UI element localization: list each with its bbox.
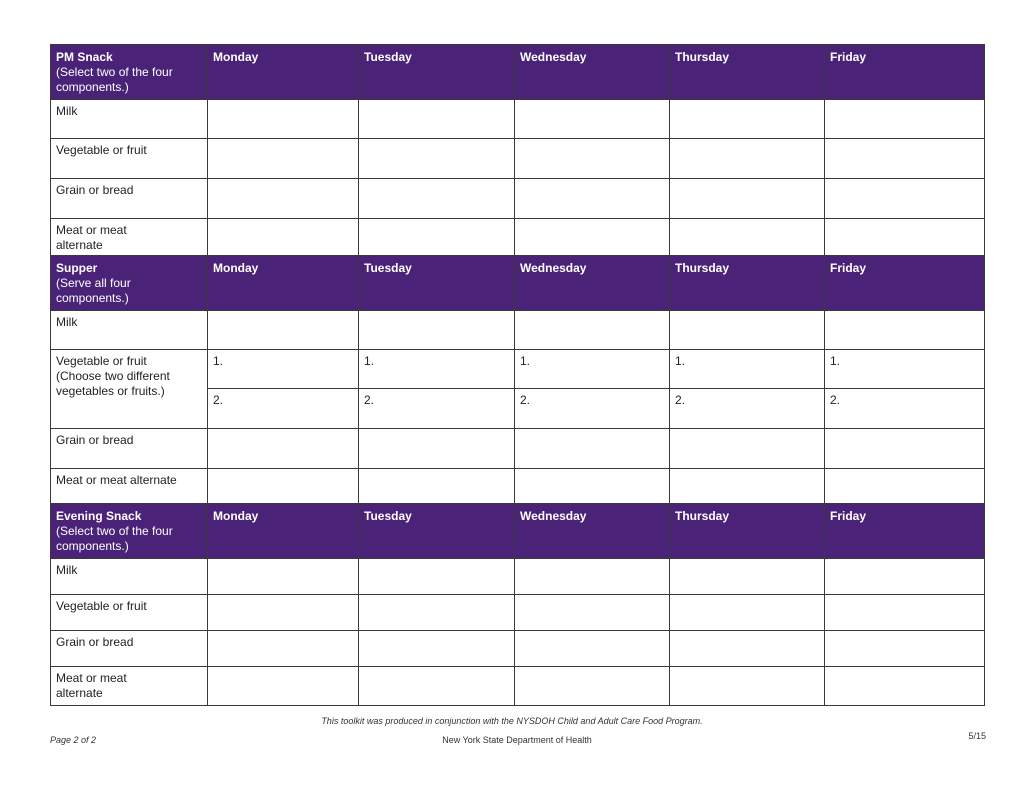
entry-slot-1[interactable]: 1. [670, 350, 824, 389]
day-header-monday: Monday [208, 256, 359, 311]
table-row [51, 559, 985, 595]
table-row [51, 311, 985, 350]
day-header-tuesday: Tuesday [359, 256, 515, 311]
split-entry-cell [825, 350, 985, 429]
entry-slot-1[interactable]: 1. [208, 350, 358, 389]
entry-cell[interactable] [825, 179, 985, 219]
entry-cell[interactable] [670, 429, 825, 469]
split-entry-cell [670, 350, 825, 429]
supper-header-cell [51, 256, 208, 311]
day-header-thursday: Thursday [670, 256, 825, 311]
table-row [51, 667, 985, 706]
entry-cell[interactable] [208, 595, 359, 631]
entry-cell[interactable] [670, 100, 825, 139]
pm-snack-table [50, 44, 985, 259]
day-header-monday: Monday [208, 504, 359, 559]
table-row [51, 595, 985, 631]
entry-cell[interactable] [208, 100, 359, 139]
entry-cell[interactable] [515, 595, 670, 631]
entry-cell[interactable] [515, 667, 670, 706]
entry-cell[interactable] [208, 179, 359, 219]
table-row [51, 139, 985, 179]
entry-cell[interactable] [670, 219, 825, 259]
row-label-grain-or-bread: Grain or bread [51, 179, 208, 219]
table-row [51, 350, 985, 429]
row-label-vegetable-or-fruit: Vegetable or fruit (Choose two different vegetables or fruits.) [51, 350, 208, 429]
entry-slot-2[interactable]: 2. [364, 393, 375, 407]
supper-title: Supper [56, 261, 98, 275]
table-row [51, 631, 985, 667]
entry-cell[interactable] [670, 559, 825, 595]
day-header-friday: Friday [825, 504, 985, 559]
entry-slot-1[interactable]: 1. [359, 350, 514, 389]
day-header-thursday: Thursday [670, 504, 825, 559]
pm-snack-header-cell [51, 45, 208, 100]
entry-cell[interactable] [670, 139, 825, 179]
evening-snack-table [50, 503, 985, 706]
entry-cell[interactable] [208, 429, 359, 469]
day-header-friday: Friday [825, 256, 985, 311]
row-label-meat-or-meat-alternate: Meat or meat alternate [51, 219, 208, 259]
entry-cell[interactable] [208, 667, 359, 706]
split-entry-cell [359, 350, 515, 429]
entry-cell[interactable] [515, 559, 670, 595]
entry-slot-2[interactable]: 2. [675, 393, 686, 407]
split-entry-cell [515, 350, 670, 429]
entry-cell[interactable] [359, 219, 515, 259]
row-label-grain-or-bread: Grain or bread [51, 429, 208, 469]
table-row [51, 429, 985, 469]
supper-note: (Serve all four components.) [56, 276, 131, 305]
entry-cell[interactable] [359, 595, 515, 631]
row-label-vegetable-or-fruit: Vegetable or fruit [51, 139, 208, 179]
page-number: Page 2 of 2 [50, 735, 97, 745]
pm-snack-note: (Select two of the four components.) [56, 65, 173, 94]
day-header-thursday: Thursday [670, 45, 825, 100]
row-label-milk: Milk [51, 311, 208, 350]
evening-snack-note: (Select two of the four components.) [56, 524, 173, 553]
entry-slot-1[interactable]: 1. [515, 350, 669, 389]
entry-cell[interactable] [825, 559, 985, 595]
day-header-monday: Monday [208, 45, 359, 100]
evening-snack-header-row [51, 504, 985, 559]
entry-cell[interactable] [670, 631, 825, 667]
entry-cell[interactable] [515, 139, 670, 179]
entry-cell[interactable] [825, 631, 985, 667]
day-header-wednesday: Wednesday [515, 45, 670, 100]
footer-organization: New York State Department of Health [442, 735, 592, 745]
row-label-milk: Milk [51, 100, 208, 139]
table-row [51, 179, 985, 219]
day-header-tuesday: Tuesday [359, 45, 515, 100]
day-header-wednesday: Wednesday [515, 256, 670, 311]
entry-cell[interactable] [208, 219, 359, 259]
entry-slot-1[interactable]: 1. [825, 350, 984, 389]
supper-header-row [51, 256, 985, 311]
entry-cell[interactable] [359, 631, 515, 667]
entry-cell[interactable] [515, 429, 670, 469]
split-entry-cell [208, 350, 359, 429]
row-label-milk: Milk [51, 559, 208, 595]
entry-cell[interactable] [359, 139, 515, 179]
day-header-tuesday: Tuesday [359, 504, 515, 559]
entry-slot-2[interactable]: 2. [520, 393, 531, 407]
entry-cell[interactable] [359, 179, 515, 219]
entry-cell[interactable] [515, 100, 670, 139]
entry-cell[interactable] [825, 139, 985, 179]
evening-snack-header-cell [51, 504, 208, 559]
entry-cell[interactable] [359, 559, 515, 595]
entry-cell[interactable] [208, 631, 359, 667]
day-header-wednesday: Wednesday [515, 504, 670, 559]
entry-cell[interactable] [208, 311, 359, 350]
entry-cell[interactable] [515, 219, 670, 259]
entry-cell[interactable] [825, 219, 985, 259]
entry-slot-2[interactable]: 2. [830, 393, 841, 407]
footer-date-code: 5/15 [968, 731, 986, 741]
row-label-meat-or-meat-alternate: Meat or meat alternate [51, 469, 208, 509]
pm-snack-title: PM Snack [56, 50, 113, 64]
entry-cell[interactable] [670, 179, 825, 219]
entry-cell[interactable] [670, 595, 825, 631]
entry-cell[interactable] [359, 667, 515, 706]
entry-cell[interactable] [825, 100, 985, 139]
pm-snack-header-row [51, 45, 985, 100]
row-label-vegetable-or-fruit: Vegetable or fruit [51, 595, 208, 631]
entry-cell[interactable] [515, 631, 670, 667]
entry-cell[interactable] [208, 139, 359, 179]
entry-cell[interactable] [359, 311, 515, 350]
table-row [51, 219, 985, 259]
entry-cell[interactable] [670, 667, 825, 706]
row-label-meat-or-meat-alternate: Meat or meat alternate [51, 667, 208, 706]
supper-table [50, 255, 985, 509]
entry-cell[interactable] [515, 179, 670, 219]
evening-snack-title: Evening Snack [56, 509, 142, 523]
entry-cell[interactable] [825, 667, 985, 706]
entry-cell[interactable] [670, 311, 825, 350]
entry-cell[interactable] [825, 429, 985, 469]
entry-cell[interactable] [208, 559, 359, 595]
entry-slot-2[interactable]: 2. [213, 393, 224, 407]
day-header-friday: Friday [825, 45, 985, 100]
row-label-grain-or-bread: Grain or bread [51, 631, 208, 667]
entry-cell[interactable] [359, 100, 515, 139]
footer-credit-note: This toolkit was produced in conjunction with the NYSDOH Child and Adult Care Food Program. [321, 716, 703, 726]
entry-cell[interactable] [825, 311, 985, 350]
entry-cell[interactable] [515, 311, 670, 350]
entry-cell[interactable] [359, 429, 515, 469]
table-row [51, 100, 985, 139]
entry-cell[interactable] [825, 595, 985, 631]
